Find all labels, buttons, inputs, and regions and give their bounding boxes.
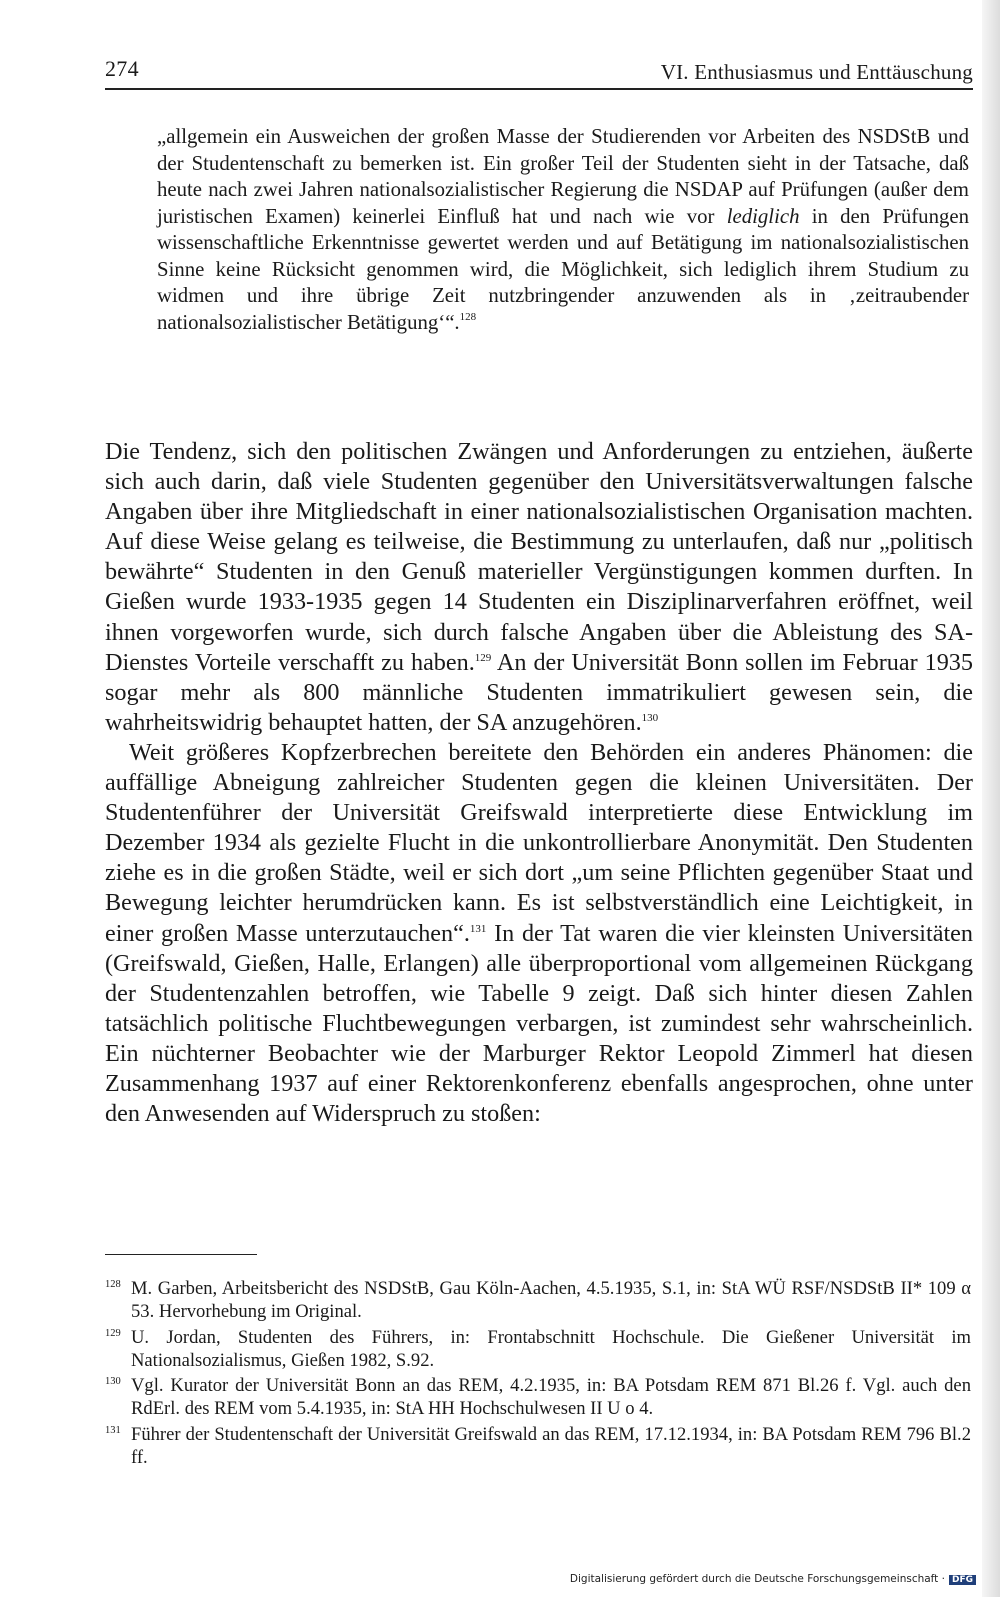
footnote-ref-128: 128 xyxy=(459,310,477,323)
footnote-item xyxy=(105,1326,971,1373)
block-quote xyxy=(157,124,969,336)
page-header xyxy=(105,56,973,90)
header-rule xyxy=(105,88,973,90)
paragraph-2 xyxy=(105,738,973,1129)
footnote-text: Führer der Studentenschaft der Universität Greifswald an das REM, 17.12.1934, in: BA Potsdam REM 796 Bl.2 ff. xyxy=(131,1423,971,1469)
paragraph-1 xyxy=(105,437,973,738)
page-number: 274 xyxy=(105,56,139,81)
footnote-text: U. Jordan, Studenten des Führers, in: Frontabschnitt Hochschule. Die Gießener Universität im Nationalsozialismus, Gießen 1982, S.92. xyxy=(131,1326,971,1371)
paragraph-2-part-b: In der Tat waren die vier kleinsten Universitäten (Greifswald, Gießen, Halle, Erlangen) alle überproportional vom allgemeinen Rückgang der Studentenzahlen betroffen, wie Tabelle 9 zeigt. Daß sich hinter diesen Zahlen tatsächlich politische Fluchtbewegungen verbargen, ist zumindest sehr wahrscheinlich. Ein nüchterner Beobachter wie der Marburger Rektor Leopold Zimmerl hat diesen Zusammenhang 1937 auf einer Rektorenkonferenz ebenfalls angesprochen, ohne unter den Anwesenden auf Widerspruch zu stoßen: xyxy=(105,919,973,1128)
digitization-text: Digitalisierung gefördert durch die Deutsche Forschungsgemeinschaft · xyxy=(569,1573,945,1585)
footnote-number: 129 xyxy=(105,1327,121,1339)
body-text xyxy=(105,437,973,1129)
quote-italic-word: lediglich xyxy=(726,204,800,228)
quote-text-end: in den Prüfungen wissenschaftliche Erkenntnisse gewertet werden und auf Betätigung im nationalsozialistischen Sinne keine Rücksicht genommen wird, die Möglichkeit, sich lediglich ihrem Studium zu widmen und ihre übrige Zeit nutzbringender anzuwenden als in ‚zeitraubender nationalsozialistischer Betätigung‘“. xyxy=(157,204,969,334)
footnote-number: 131 xyxy=(105,1424,121,1436)
footnote-ref-131: 131 xyxy=(469,922,487,935)
paragraph-1-part-a: Die Tendenz, sich den politischen Zwängen und Anforderungen zu entziehen, äußerte sich auch darin, daß viele Studenten gegenüber den Universitätsverwaltungen falsche Angaben über ihre Mitgliedschaft in einer nationalsozialistischen Organisation machten. Auf diese Weise gelang es teilweise, die Bestimmung zu unterlaufen, daß nur „politisch bewährte“ Studenten in den Genuß materieller Vergünstigungen kommen durften. In Gießen wurde 1933-1935 gegen 14 Studenten ein Disziplinarverfahren eröffnet, weil ihnen vorgeworfen wurde, sich durch falsche Angaben über die Ableistung des SA-Dienstes Vorteile verschafft zu haben. xyxy=(105,438,973,676)
footnotes xyxy=(105,1277,971,1471)
footnote-number: 128 xyxy=(105,1279,121,1290)
running-title: VI. Enthusiasmus und Enttäuschung xyxy=(660,60,973,84)
footnote-separator xyxy=(105,1254,257,1255)
footnote-number: 130 xyxy=(105,1376,121,1388)
quote-text-start: „allgemein ein Ausweichen der großen Masse der Studierenden vor Arbeiten des NSDStB und der Studentenschaft zu bemerken ist. Ein großer Teil der Studenten sieht in der Tatsache, daß heute nach zwei Jahren nationalsozialistischer Regierung die NSDAP auf Prüfungen (außer dem juristischen Examen) keinerlei Einfluß hat und nach wie vor xyxy=(157,125,969,228)
digitization-note xyxy=(570,1573,976,1585)
footnote-text: Vgl. Kurator der Universität Bonn an das REM, 4.2.1935, in: BA Potsdam REM 871 Bl.26 f. Vgl. auch den RdErl. des REM vom 5.4.1935, in: StA HH Hochschulwesen II U o 4. xyxy=(131,1375,971,1420)
dfg-logo: DFG xyxy=(949,1575,976,1585)
footnote-item xyxy=(105,1374,971,1421)
paragraph-2-part-a: Weit größeres Kopfzerbrechen bereitete den Behörden ein anderes Phänomen: die auffällige Abneigung zahlreicher Studenten gegen die kleinen Universitäten. Der Studentenführer der Universität Greifswald interpretierte diese Entwicklung im Dezember 1934 als gezielte Flucht in die unkontrollierbare Anonymität. Den Studenten ziehe es in die großen Städte, weil er sich dort „um seine Pflichten gegenüber Staat und Bewegung leichter herumdrücken kann. Es ist selbstverständlich eine Leichtigkeit, in einer großen Masse unterzutauchen“. xyxy=(105,738,973,947)
footnote-ref-130: 130 xyxy=(641,711,659,724)
footnote-item xyxy=(105,1423,971,1470)
paragraph-1-part-b: An der Universität Bonn sollen im Februar 1935 sogar mehr als 800 männliche Studenten immatrikuliert gewesen sein, die wahrheitswidrig behauptet hatten, der SA anzugehören. xyxy=(105,648,973,736)
footnote-ref-129: 129 xyxy=(474,651,492,664)
footnote-text: M. Garben, Arbeitsbericht des NSDStB, Gau Köln-Aachen, 4.5.1935, S.1, in: StA WÜ RSF/NSDStB II* 109 α 53. Hervorhebung im Original. xyxy=(131,1278,971,1323)
footnote-item xyxy=(105,1277,971,1324)
page-edge-shadow xyxy=(982,0,1000,1597)
